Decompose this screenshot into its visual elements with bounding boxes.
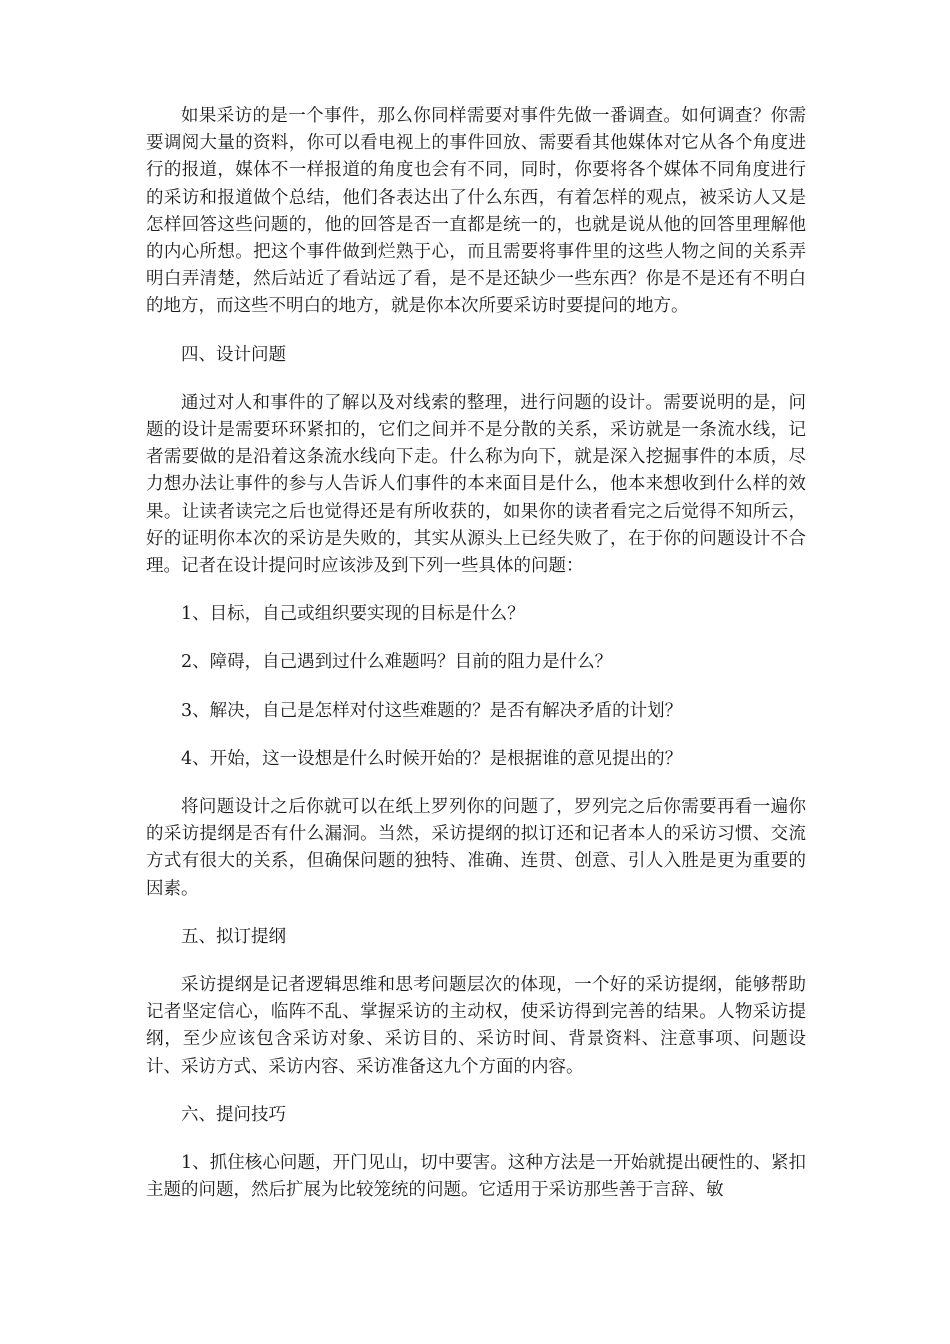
- section-heading-draft-outline: 五、拟订提纲: [181, 926, 286, 947]
- list-item-solution: 3、解决，自己是怎样对付这些难题的？是否有解决矛盾的计划？: [181, 700, 683, 721]
- section-heading-design-questions: 四、设计问题: [181, 344, 286, 365]
- section-heading-question-skills: 六、提问技巧: [181, 1104, 286, 1125]
- paragraph-event-research: 如果采访的是一个事件，那么你同样需要对事件先做一番调查。如何调查？你需要调阅大量的资料，你可以看电视上的事件回放、需要看其他媒体对它从各个角度进行的报道，媒体不一样报道的角度也会有不同，同时，你要将各个媒体不同角度进行的采访和报道做个总结，他们各表达出了什么东西，有着怎样的观点，被采访人又是怎样回答这些问题的，他的回答是否一直都是统一的，也就是说从他的回答里理解他的内心所想。把这个事件做到烂熟于心，而且需要将事件里的这些人物之间的关系弄明白弄清楚，然后站近了看站远了看，是不是还缺少一些东西？你是不是还有不明白的地方，而这些不明白的地方，就是你本次所要采访时要提问的地方。: [146, 106, 806, 317]
- paragraph-question-design: 通过对人和事件的了解以及对线索的整理，进行问题的设计。需要说明的是，问题的设计是需要环环紧扣的，它们之间并不是分散的关系，采访就是一条流水线，记者需要做的是沿着这条流水线向下走。什么称为向下，就是深入挖掘事件的本质，尽力想办法让事件的参与人告诉人们事件的本来面目是什么，他本来想收到什么样的效果。让读者读完之后也觉得还是有所收获的，如果你的读者看完之后觉得不知所云，好的证明你本次的采访是失败的，其实从源头上已经失败了，在于你的问题设计不合理。记者在设计提问时应该涉及到下列一些具体的问题：: [146, 392, 806, 577]
- paragraph-outline-content: 采访提纲是记者逻辑思维和思考问题层次的体现，一个好的采访提纲，能够帮助记者坚定信心，临阵不乱、掌握采访的主动权，使采访得到完善的结果。人物采访提纲，至少应该包含采访对象、采访目的、采访时间、背景资料、注意事项、问题设计、采访方式、采访内容、采访准备这九个方面的内容。: [146, 975, 806, 1077]
- paragraph-core-question: 1、抓住核心问题，开门见山，切中要害。这种方法是一开始就提出硬性的、紧扣主题的问题，然后扩展为比较笼统的问题。它适用于采访那些善于言辞、敏: [146, 1153, 806, 1201]
- list-item-goal: 1、目标，自己或组织要实现的目标是什么？: [181, 604, 525, 625]
- list-item-start: 4、开始，这一设想是什么时候开始的？是根据谁的意见提出的？: [181, 748, 683, 769]
- document-body: [146, 103, 806, 1226]
- paragraph-review-outline: 将问题设计之后你就可以在纸上罗列你的问题了，罗列完之后你需要再看一遍你的采访提纲是否有什么漏洞。当然，采访提纲的拟订还和记者本人的采访习惯、交流方式有很大的关系，但确保问题的独特、准确、连贯、创意、引人入胜是更为重要的因素。: [146, 797, 806, 899]
- list-item-obstacle: 2、障碍，自己遇到过什么难题吗？目前的阻力是什么？: [181, 652, 613, 673]
